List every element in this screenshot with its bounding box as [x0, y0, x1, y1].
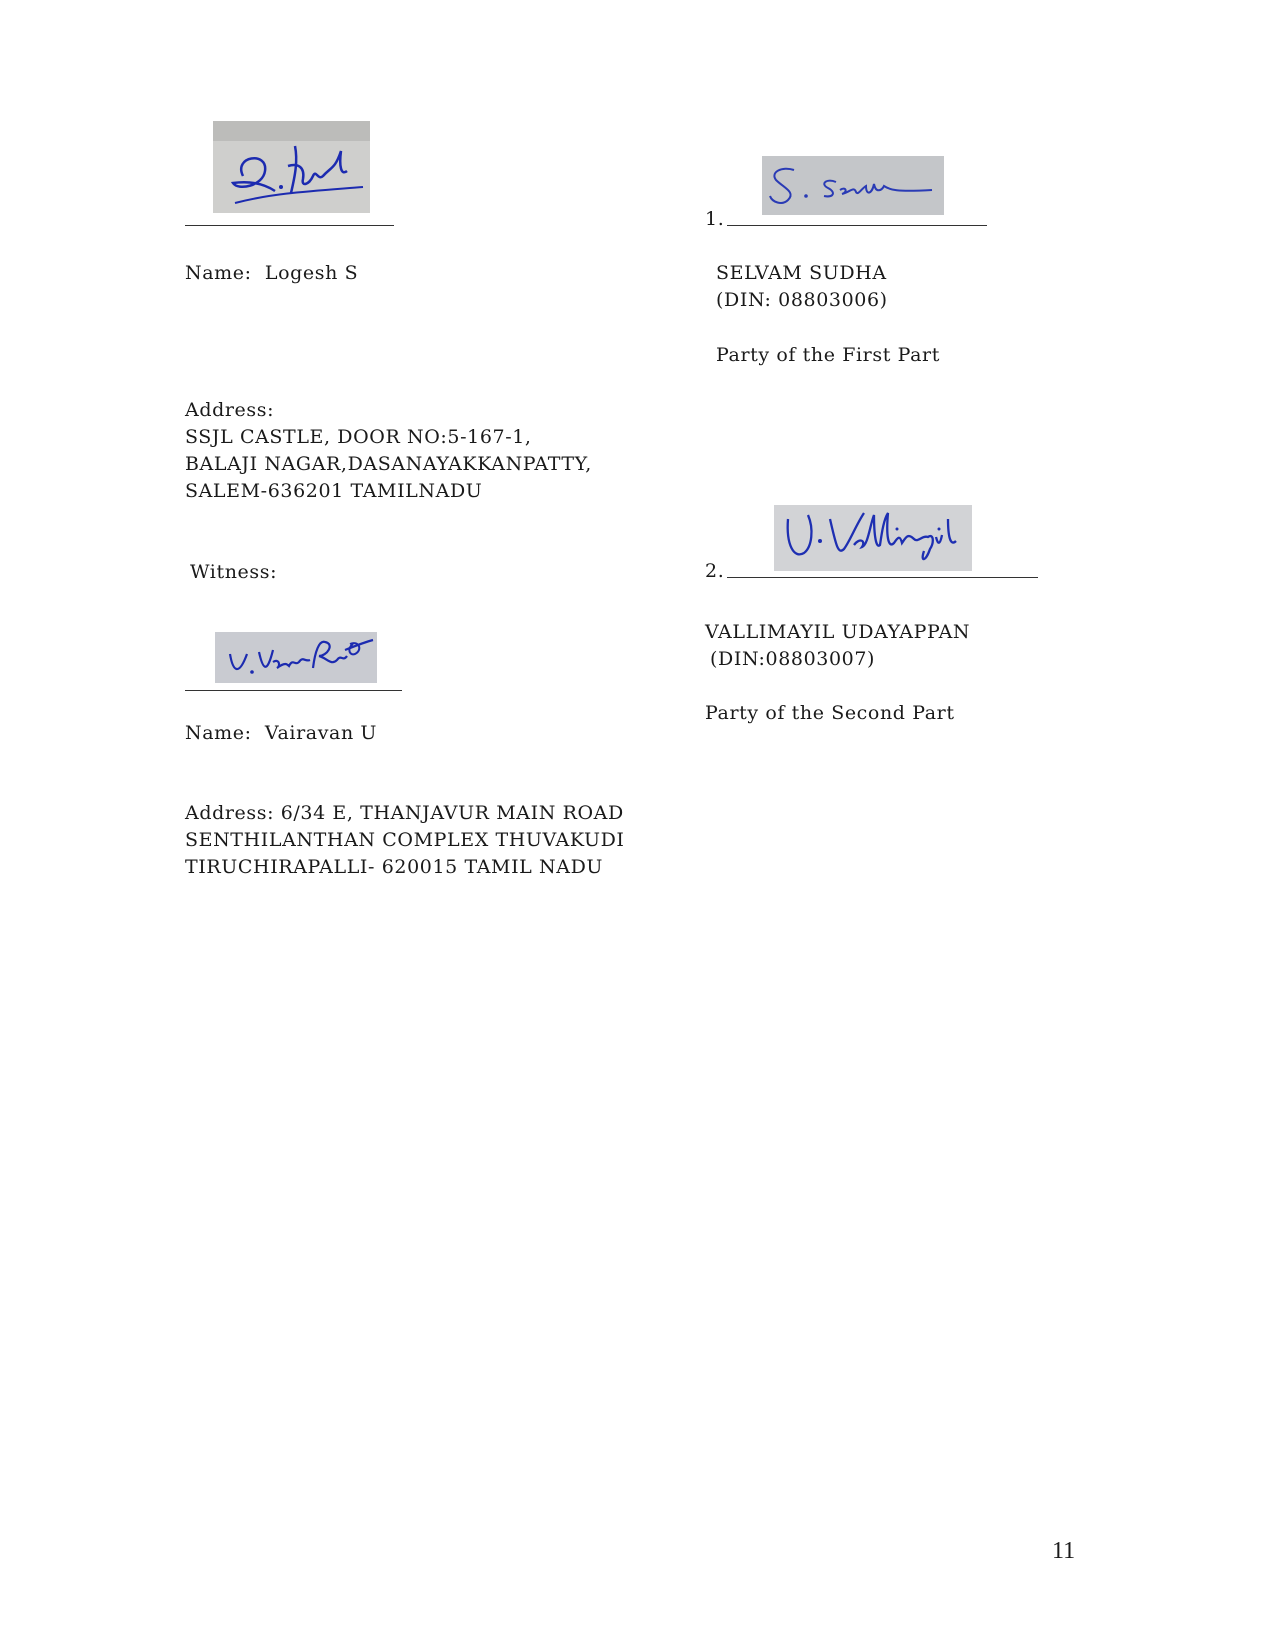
signature-sudha [762, 156, 944, 215]
party2-name: VALLIMAYIL UDAYAPPAN [705, 621, 971, 643]
address-line-2: BALAJI NAGAR,DASANAYAKKANPATTY, [185, 453, 592, 475]
signature-logesh [213, 121, 370, 213]
party1-din: (DIN: 08803006) [716, 289, 888, 311]
address-line-1: SSJL CASTLE, DOOR NO:5-167-1, [185, 426, 532, 448]
signature-line-sudha [727, 225, 987, 226]
party1-number: 1. [705, 208, 725, 230]
witness-heading: Witness: [190, 561, 278, 583]
name-label: Name: [185, 722, 252, 744]
signature-vairavan [215, 632, 377, 683]
party2-role: Party of the Second Part [705, 702, 955, 724]
signature-line-vairavan [185, 690, 402, 691]
signature-vallimayil [774, 505, 972, 571]
party2-din: (DIN:08803007) [710, 648, 876, 670]
party2-number: 2. [705, 560, 725, 582]
name-value: Vairavan U [264, 722, 378, 744]
witness-address-line-3: TIRUCHIRAPALLI- 620015 TAMIL NADU [185, 856, 604, 878]
signatory-name [185, 260, 358, 287]
page-number: 11 [1052, 1538, 1076, 1564]
name-label: Name: [185, 262, 252, 284]
address-label: Address: [185, 399, 275, 421]
witness-name [185, 720, 377, 747]
signature-line-vallimayil [727, 577, 1038, 578]
name-value: Logesh S [264, 262, 359, 284]
party1-name: SELVAM SUDHA [716, 262, 887, 284]
witness-address-line-2: SENTHILANTHAN COMPLEX THUVAKUDI [185, 829, 625, 851]
signature-line-logesh [185, 225, 394, 226]
address-line-3: SALEM-636201 TAMILNADU [185, 480, 483, 502]
witness-address-line-1: Address: 6/34 E, THANJAVUR MAIN ROAD [185, 802, 624, 824]
party1-role: Party of the First Part [716, 344, 940, 366]
